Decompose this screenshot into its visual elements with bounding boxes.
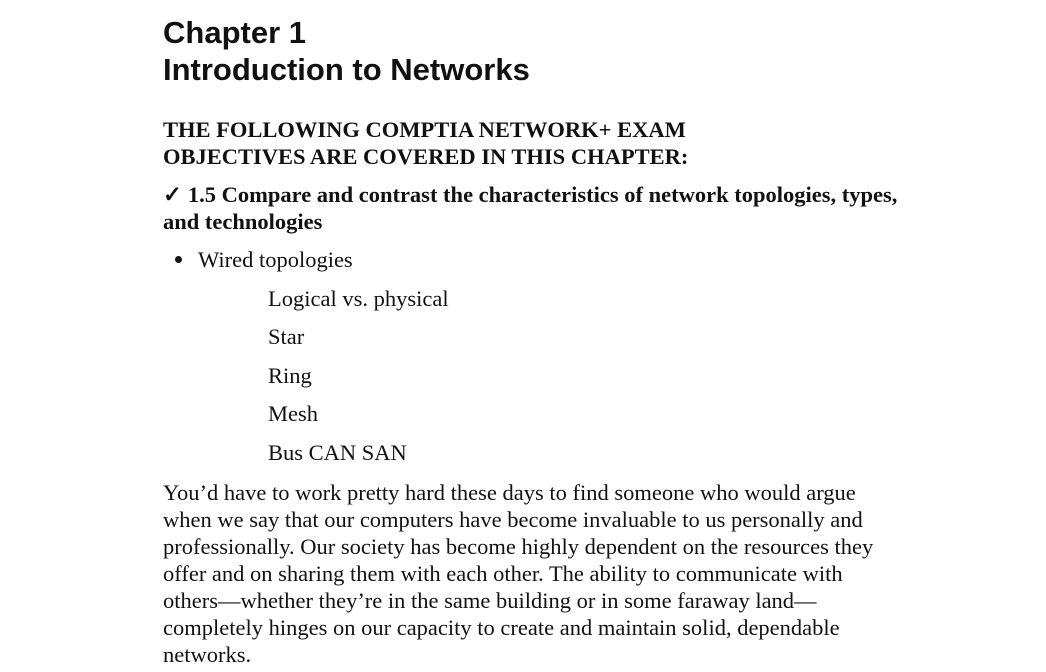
sub-list-item: Ring: [268, 362, 312, 388]
sub-list-item: Bus CAN SAN: [268, 439, 407, 465]
document-page: [163, 14, 923, 668]
body-paragraph: You’d have to work pretty hard these days to find someone who would argue when we say that our computers have become invaluable to us personally and professionally. Our society has become highly dependent on the resources they offer and on sharing them with each other. The ability to communicate with others—whether they’re in the same building or in some faraway land—completely hinges on our capacity to create and maintain solid, dependable networks.: [163, 479, 874, 667]
chapter-title: Introduction to Networks: [163, 52, 530, 87]
chapter-heading: [163, 14, 923, 88]
objectives-heading: THE FOLLOWING COMPTIA NETWORK+ EXAM OBJECTIVES ARE COVERED IN THIS CHAPTER:: [163, 117, 689, 169]
objective-text: 1.5 Compare and contrast the characteristics of network topologies, types, and technologies: [163, 182, 898, 234]
sub-topics-list: [198, 285, 923, 466]
sub-list-item: Logical vs. physical: [268, 285, 449, 311]
checkmark-icon: ✓: [163, 182, 182, 207]
bullet-icon: [175, 256, 182, 263]
sub-list-item: Mesh: [268, 401, 318, 426]
chapter-number: Chapter 1: [163, 15, 306, 50]
objective-item: [163, 181, 903, 235]
list-item: [163, 246, 923, 466]
topics-list: [163, 246, 923, 466]
list-item-label: Wired topologies: [198, 247, 353, 272]
sub-list-item: Star: [268, 324, 305, 349]
